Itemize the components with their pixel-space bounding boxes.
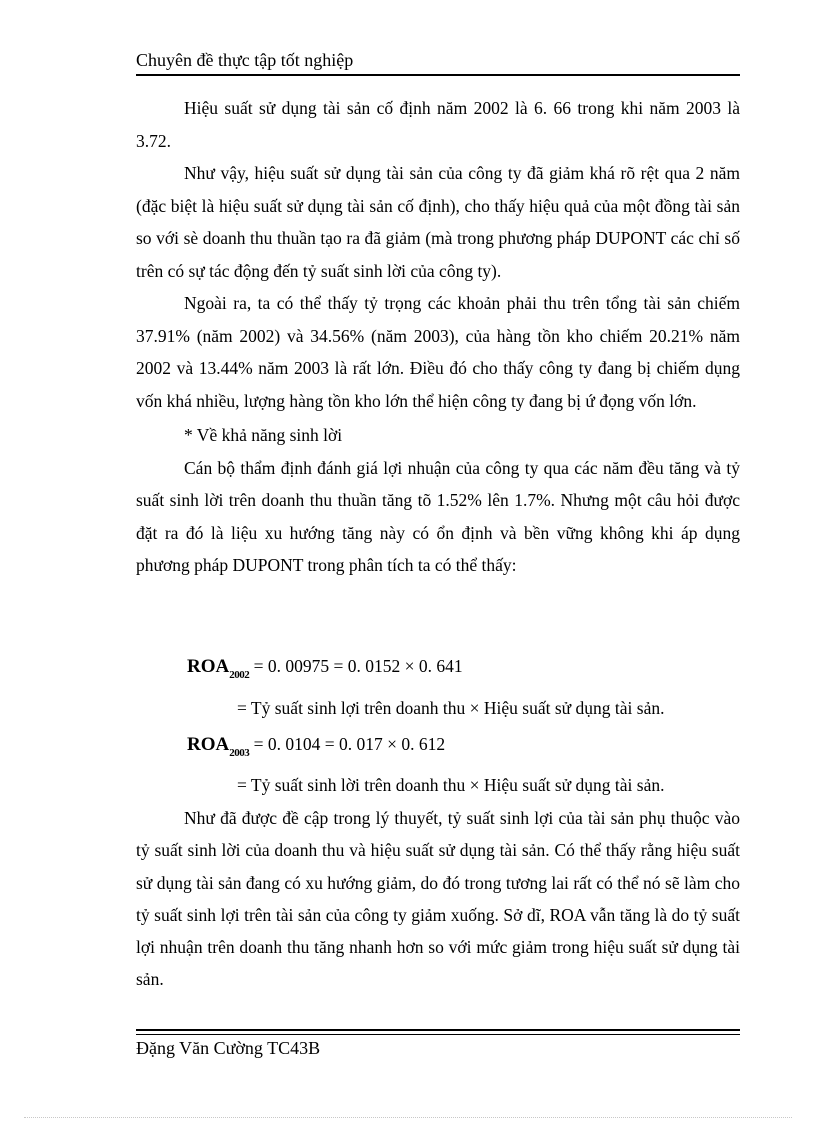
formula-note-2003: = Tỷ suất sinh lời trên doanh thu × Hiệu suất sử dụng tài sản.	[237, 775, 665, 795]
body-text-bottom	[136, 802, 740, 996]
header-title: Chuyên đề thực tập tốt nghiệp	[136, 50, 354, 70]
formula-label: ROA	[187, 656, 230, 677]
formula-label: ROA	[187, 734, 230, 755]
formula-expression: = 0. 00975 = 0. 0152 × 0. 641	[249, 656, 463, 676]
footer-rule	[136, 1029, 740, 1031]
page-header	[136, 48, 740, 76]
paragraph: Hiệu suất sử dụng tài sản cố định năm 2002 là 6. 66 trong khi năm 2003 là 3.72.	[136, 98, 740, 151]
paragraph: Như vậy, hiệu suất sử dụng tài sản của công ty đã giảm khá rõ rệt qua 2 năm (đặc biệt là hiệu suất sử dụng tài sản cố định), cho thấy hiệu quả của một đồng tài sản so với sè doanh thu thuần tạo ra đã giảm (mà trong phương pháp DUPONT các chỉ số trên có sự tác động đến tỷ suất sinh lời của công ty).	[136, 163, 740, 281]
formula-expression: = 0. 0104 = 0. 017 × 0. 612	[249, 734, 446, 754]
paragraph: Ngoài ra, ta có thể thấy tỷ trọng các khoản phải thu trên tổng tài sản chiếm 37.91% (năm 2002) và 34.56% (năm 2003), của hàng tồn kho chiếm 20.21% năm 2002 và 13.44% năm 2003 là rất lớn. Điều đó cho thấy công ty đang bị chiếm dụng vốn khá nhiều, lượng hàng tồn kho lớn thể hiện công ty đang bị ứ đọng vốn lớn.	[136, 293, 740, 411]
paragraph: Cán bộ thẩm định đánh giá lợi nhuận của công ty qua các năm đều tăng và tỷ suất sinh lời trên doanh thu thuần tăng tõ 1.52% lên 1.7%. Nhưng một câu hỏi được đặt ra đó là liệu xu hướng tăng này có ổn định và bền vững không khi áp dụng phương pháp DUPONT trong phân tích ta có thể thấy:	[136, 457, 740, 575]
paragraph: Như đã được đề cập trong lý thuyết, tỷ suất sinh lợi của tài sản phụ thuộc vào tỷ suất sinh lời của doanh thu và hiệu suất sử dụng tài sản. Có thể thấy rằng hiệu suất sử dụng tài sản đang có xu hướng giảm, do đó trong tương lai rất có thể nó sẽ làm cho tỷ suất sinh lợi trên tài sản của công ty giảm xuống. Sở dĩ, ROA vẫn tăng là do tỷ suất lợi nhuận trên doanh thu tăng nhanh hơn so với mức giảm trong hiệu suất sử dụng tài sản.	[136, 808, 740, 990]
formula-roa-2002	[187, 654, 463, 687]
body-text-top	[136, 92, 740, 582]
formula-note-2002: = Tỷ suất sinh lợi trên doanh thu × Hiệu suất sử dụng tài sản.	[237, 698, 665, 718]
section-heading: * Về khả năng sinh lời	[184, 425, 343, 445]
footer-author: Đặng Văn Cường TC43B	[136, 1038, 321, 1058]
formula-subscript: 2002	[229, 669, 250, 681]
page-edge-divider	[24, 1117, 792, 1118]
footer-rule	[136, 1034, 740, 1035]
formula-roa-2003	[187, 732, 445, 765]
page-footer	[136, 1036, 320, 1060]
formula-subscript: 2003	[229, 747, 250, 759]
